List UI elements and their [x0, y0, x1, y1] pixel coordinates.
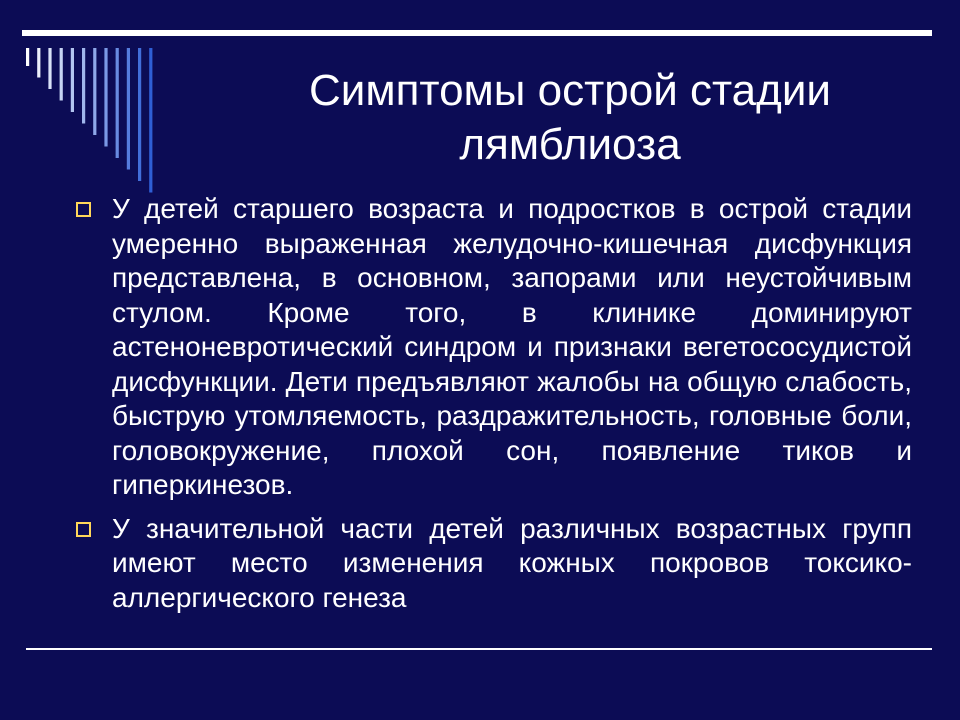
stripe: [26, 48, 29, 66]
square-bullet-icon: [76, 202, 91, 217]
bullet-text: У детей старшего возраста и подростков в острой стадии умеренно выраженная желудочно-кишечная дисфункция представлена, в основном, запорами или неустойчивым стулом. Кроме того, в клинике доминируют астеноневротический синдром и признаки вегетососудистой дисфункции. Дети предъявляют жалобы на общую слабость, быструю утомляемость, раздражительность, головные боли, головокружение, плохой сон, появление тиков и гиперкинезов.: [112, 193, 912, 500]
stripe: [149, 48, 152, 193]
slide-title: [200, 64, 940, 172]
stripe: [48, 48, 51, 89]
stripe: [127, 48, 130, 170]
bottom-rule: [26, 648, 932, 650]
square-bullet-icon: [76, 522, 91, 537]
bullet-text: У значительной части детей различных возрастных групп имеют место изменения кожных покровов токсико-аллергического генеза: [112, 512, 912, 613]
stripe: [93, 48, 96, 135]
bullet-item: [76, 512, 912, 616]
stripe: [60, 48, 63, 101]
bullet-list: [76, 192, 912, 624]
stripe: [71, 48, 74, 112]
stripe: [116, 48, 119, 158]
title-line-2: лямблиоза: [459, 120, 681, 169]
stripe: [104, 48, 107, 147]
decorative-stripes: [0, 0, 200, 200]
title-line-1: Симптомы острой стадии: [309, 66, 831, 115]
stripe: [37, 48, 40, 78]
stripe: [138, 48, 141, 181]
stripe: [82, 48, 85, 124]
bullet-item: [76, 192, 912, 503]
